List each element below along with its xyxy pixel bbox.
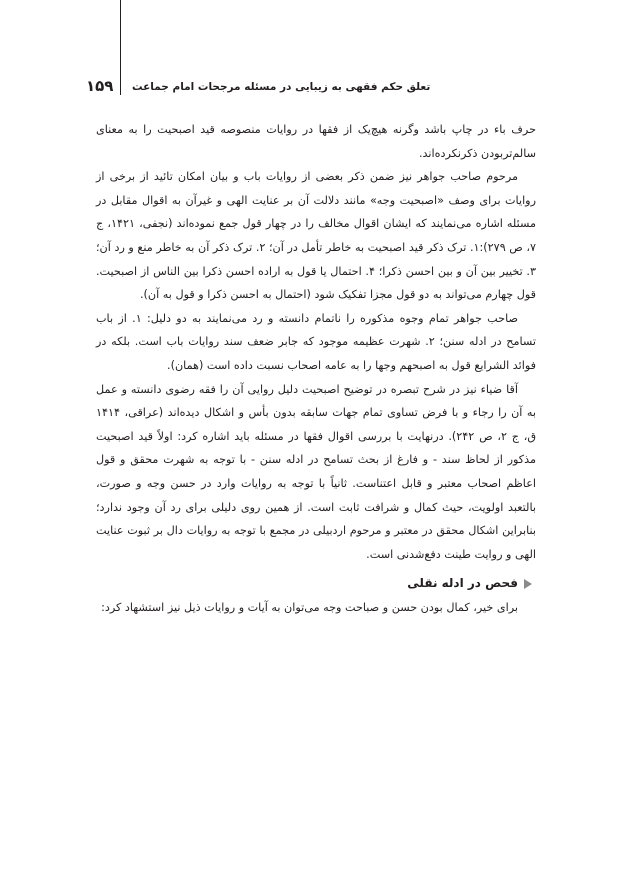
- page-header: [0, 76, 624, 96]
- section-heading: [96, 572, 536, 596]
- triangle-bullet-icon: [524, 579, 532, 589]
- page-body: [96, 118, 536, 619]
- page-number: ۱۵۹: [86, 77, 114, 95]
- section-heading-text: فحص در ادله نقلی: [407, 576, 518, 591]
- paragraph-jawahir-rejection: صاحب جواهر تمام وجوه مذکوره را ناتمام دانسته و رد می‌نمایند به دو دلیل: ۱. از باب تسامح در ادله سنن؛ ۲. شهرت عظیمه موجود که جابر ضعف سند روایات باب است. بلکه در فوائد الشرایع قول به اصبحهم وجها را به عامه اصحاب نسبت داده است (همان).: [96, 311, 536, 372]
- paragraph-jawahir: مرحوم صاحب جواهر نیز ضمن ذکر بعضی از روایات باب و بیان امکان تائید از برخی از روایات برای وصف «اصبحیت وجه» مانند دلالت آن بر عنایت الهی و غیرآن به اقوال مقابل در مسئله اشاره می‌نمایند که ایشان اقوال مخالف را در چهار قول جمع نموده‌اند (نجفی، ۱۴۲۱، ج ۷، ص ۲۷۹):۱. ترک ذکر قید اصبحیت به خاطر تأمل در آن؛ ۲. ترک ذکر آن به خاطر منع و رد آن؛ ۳. تخییر بین آن و بین احسن ذکرا؛ ۴. احتمال یا قول به اراده احسن ذکرا بین الناس از اصبحیت. قول چهارم می‌تواند به دو قول مجزا تفکیک شود (احتمال به احسن ذکرا و قول به آن).: [96, 170, 537, 302]
- paragraph-section-intro: برای خیر، کمال بودن حسن و صباحت وجه می‌توان به آیات و روایات ذیل نیز استشهاد کرد:: [101, 600, 518, 614]
- running-title: تعلق حکم فقهی به زیبایی در مسئله مرجحات امام جماعت: [132, 81, 431, 93]
- paragraph-agha-zia: آقا ضیاء نیز در شرح تبصره در توضیح اصبحیت دلیل روایی آن را فقه رضوی دانسته و عمل به آن را رجاء و با فرض تساوی تمام جهات سابقه بدون بأس و اشکال دیده‌اند (عراقی، ۱۴۱۴ ق، ج ۲، ص ۲۴۲). درنهایت با بررسی اقوال فقها در مسئله باید اشاره کرد: اولاً قید اصبحیت مذکور از لحاظ سند - و فارغ از بحث تسامح در ادله سنن - با توجه به شهرت محقق و قول اعاظم اصحاب معتبر و قابل اعتناست. ثانیاً با توجه به روایات وارد در حسن وجه و صورت، بالتعبد اولویت، حیث کمال و شرافت ثابت است. از همین روی دلیلی برای رد آن وجود ندارد؛ بنابراین اشکال محقق در معتبر و مرحوم اردبیلی در مجمع با توجه به روایات دال بر ثبوت عنایت الهی و روایت طینت دفع‌شدنی است.: [96, 382, 537, 561]
- paragraph-continuation: حرف باء در چاپ باشد وگرنه هیچ‌یک از فقها در روایات منصوصه قید اصبحیت را به معنای سالم‌تربودن ذکرنکرده‌اند.: [96, 123, 536, 160]
